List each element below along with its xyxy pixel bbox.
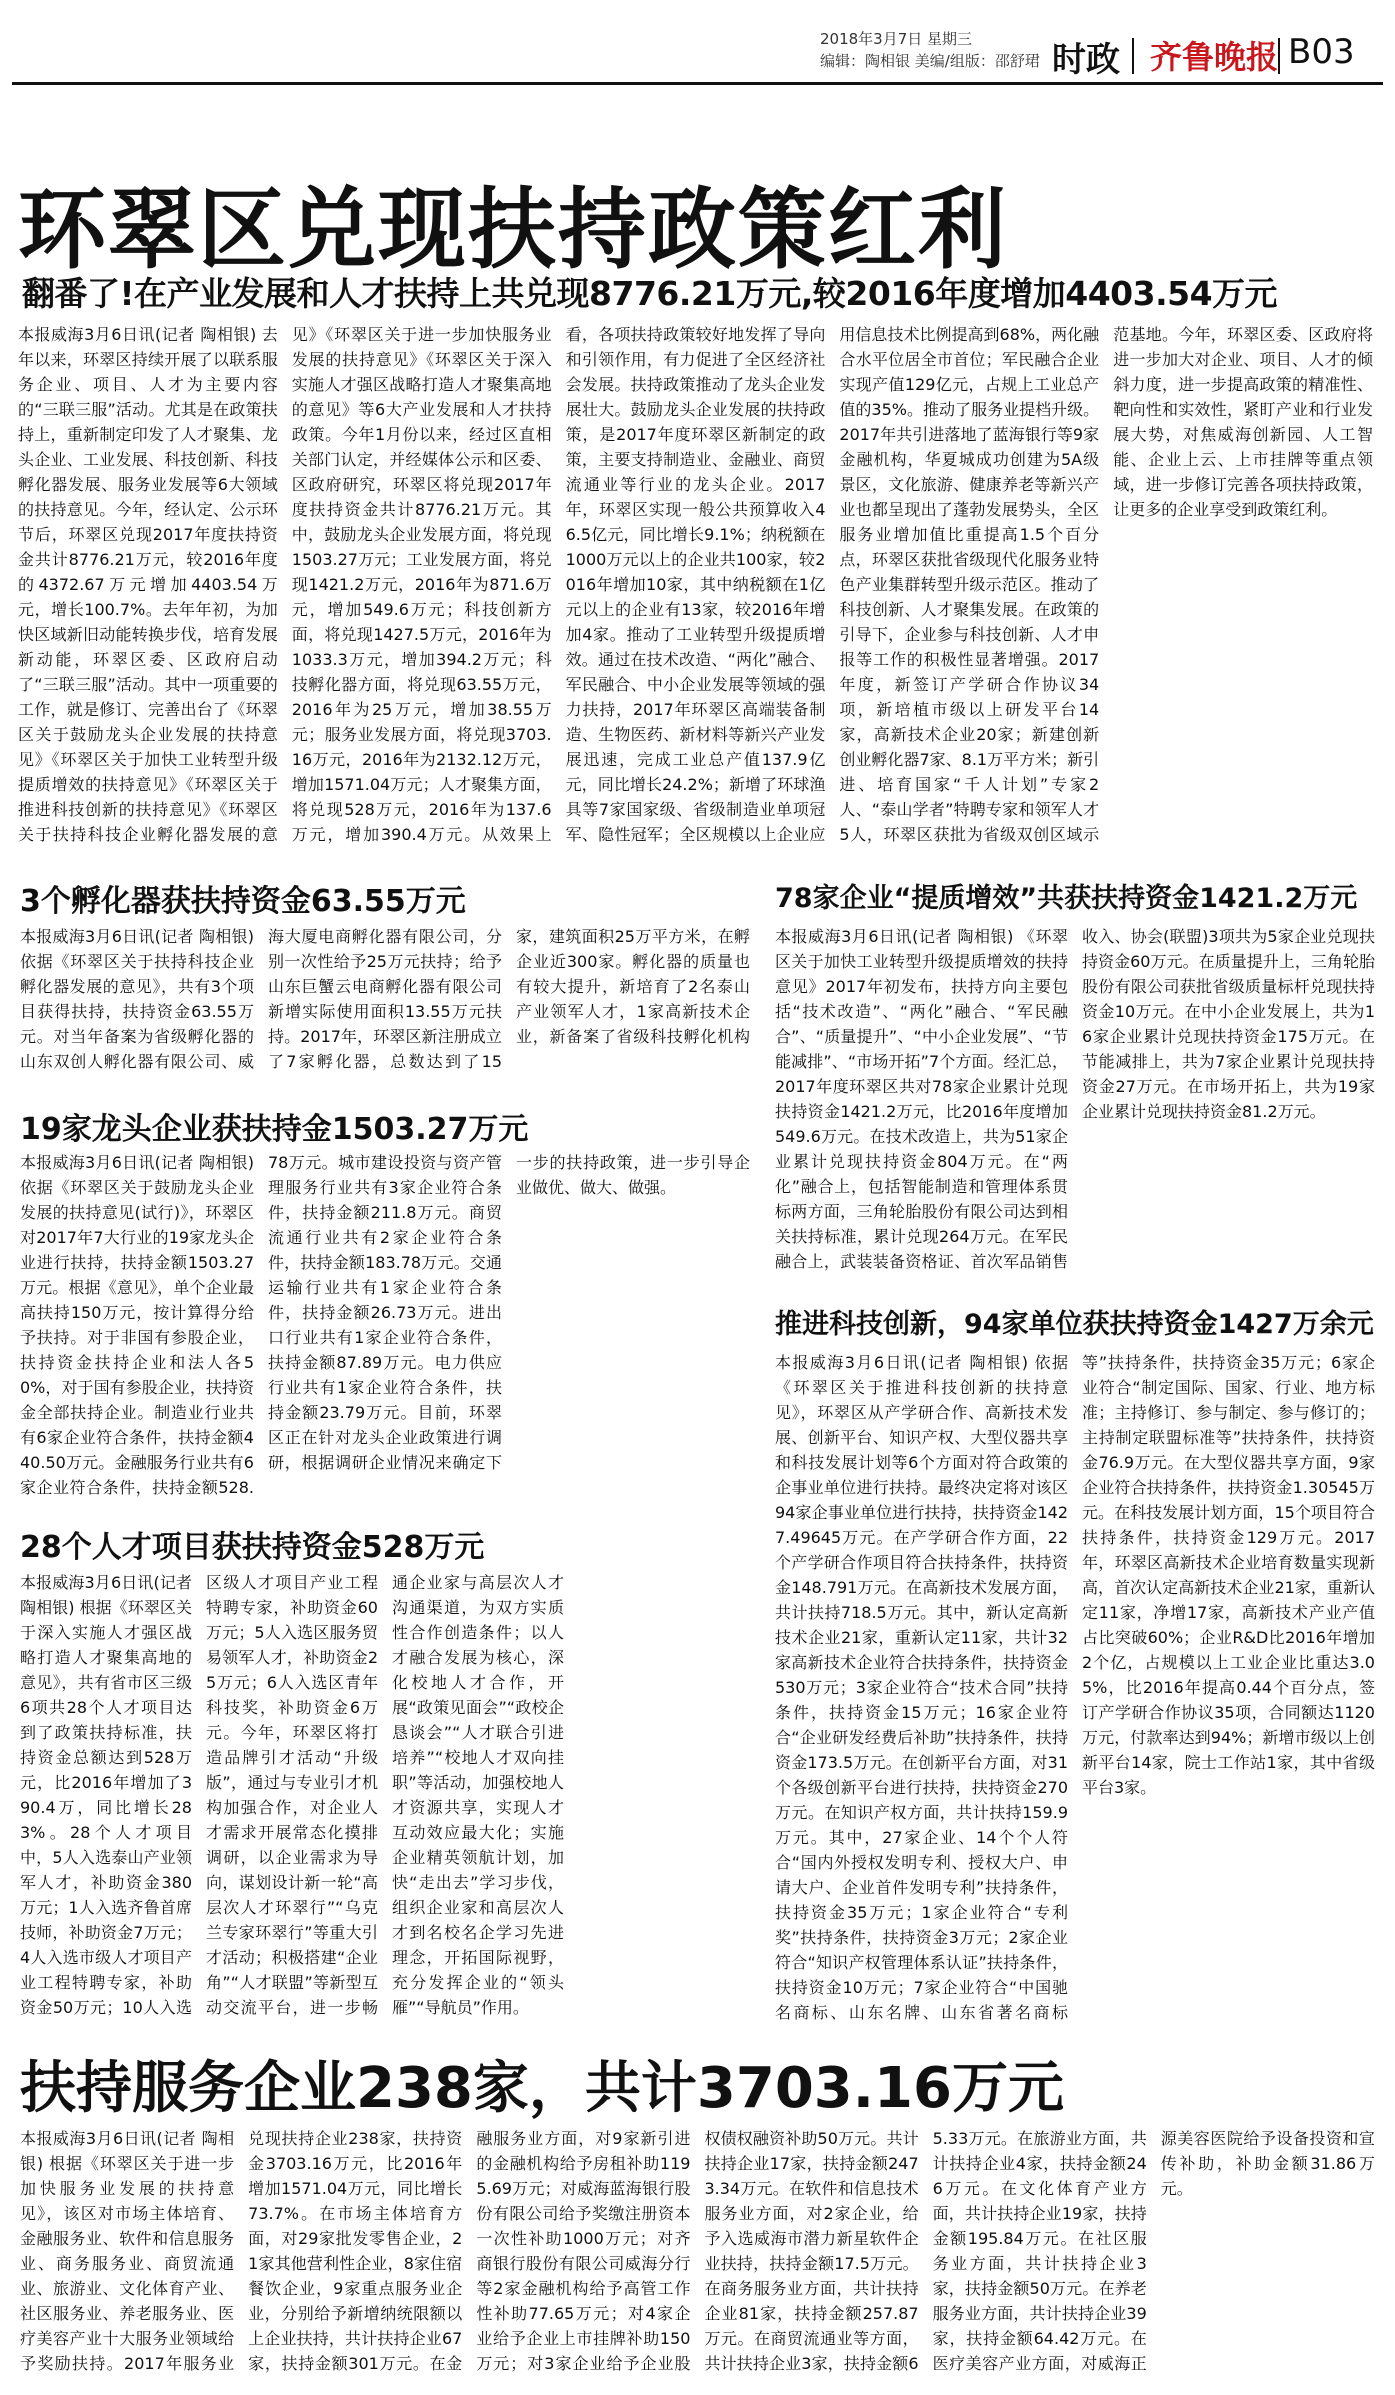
top-rule bbox=[12, 82, 1383, 85]
section-title-tech-innovation: 推进科技创新，94家单位获扶持资金1427万余元 bbox=[775, 1309, 1374, 1340]
header-divider bbox=[1132, 38, 1134, 74]
section-title-incubators: 3个孵化器获扶持资金63.55万元 bbox=[20, 884, 466, 919]
section-title-talent: 28个人才项目获扶持资金528万元 bbox=[20, 1530, 485, 1565]
newspaper-logo: 齐鲁晚报 bbox=[1150, 38, 1279, 76]
bottom-article-title: 扶持服务企业238家，共计3703.16万元 bbox=[20, 2056, 1064, 2121]
publish-date: 2018年3月7日 星期三 bbox=[820, 30, 973, 48]
header-meta bbox=[820, 28, 1040, 72]
section-title-quality: 78家企业“提质增效”共获扶持资金1421.2万元 bbox=[775, 883, 1358, 914]
section-body-tech-innovation: 本报威海3月6日讯(记者 陶相银) 依据《环翠区关于推进科技创新的扶持意见》，环翠区从产学研合作、高新技术发展、创新平台、知识产权、大型仪器共享和科技发展计划等6个方面对符合政策的企事业单位进行扶持。最终决定将对该区94家企事业单位进行扶持，扶持资金1427.49645万元。在产学研合作方面，22个产学研合作项目符合扶持条件，扶持资金148.791万元。在高新技术发展方面，共计扶持718.5万元。其中，新认定高新技术企业21家，重新认定11家，共计32家高新技术企业符合扶持条件，扶持资金530万元；3家企业符合“技术合同”扶持条件，扶持资金15万元；16家企业符合“企业研发经费后补助”扶持条件，扶持资金173.5万元。在创新平台方面，对31个各级创新平台进行扶持，扶持资金270万元。在知识产权方面，共计扶持159.9万元。其中，27家企业、14个个人符合“国内外授权发明专利、授权大户、申请大户、企业首件发明专利”扶持条件，扶持资金35万元；1家企业符合“专利奖”扶持条件，扶持资金3万元；2家企业符合“知识产权管理体系认证”扶持条件，扶持资金10万元；7家企业符合“中国驰名商标、山东名牌、山东省著名商标等”扶持条件，扶持资金35万元；6家企业符合“制定国际、国家、行业、地方标准；主持修订、参与制定、参与修订的；主持制定联盟标准等”扶持条件，扶持资金76.9万元。在大型仪器共享方面，9家企业符合扶持条件，扶持资金1.30545万元。在科技发展计划方面，15个项目符合扶持条件，扶持资金129万元。2017年，环翠区高新技术企业培育数量实现新高，首次认定高新技术企业21家，重新认定11家，净增17家，高新技术产业产值占比突破60%；企业R&D比2016年增加2个亿，占规模以上工业企业比重达3.05%，比2016年提高0.44个百分点，签订产学研合作协议35项，合同额达1120万元，付款率达到94%；新增市级以上创新平台14家，院士工作站1家，其中省级平台3家。 bbox=[775, 1353, 1375, 2022]
lead-article: 本报威海3月6日讯(记者 陶相银) 去年以来，环翠区持续开展了以联系服务企业、项目、人才为主要内容的“三联三服”活动。尤其是在政策扶持上，重新制定印发了人才聚集、龙头企业、工业发展、科技创新、科技孵化器发展、服务业发展等6大领域的扶持意见。今年，经认定、公示环节后，环翠区兑现2017年度扶持资金共计8776.21万元，较2016年度的4372.67万元增加4403.54万元，增长100.7%。去年年初，为加快区域新旧动能转换步伐，培育发展新动能，环翠区委、区政府启动了“三联三服”活动。其中一项重要的工作，就是修订、完善出台了《环翠区关于鼓励龙头企业发展的扶持意见》《环翠区关于加快工业转型升级提质增效的扶持意见》《环翠区关于推进科技创新的扶持意见》《环翠区关于扶持科技企业孵化器发展的意见》《环翠区关于进一步加快服务业发展的扶持意见》《环翠区关于深入实施人才强区战略打造人才聚集高地的意见》等6大产业发展和人才扶持政策。今年1月份以来，经过区直相关部门认定，并经媒体公示和区委、区政府研究，环翠区将兑现2017年度扶持资金共计8776.21万元。其中，鼓励龙头企业发展方面，将兑现1503.27万元；工业发展方面，将兑现1421.2万元，2016年为871.6万元，增加549.6万元；科技创新方面，将兑现1427.5万元，2016年为1033.3万元，增加394.2万元；科技孵化器方面，将兑现63.55万元，2016年为25万元，增加38.55万元；服务业发展方面，将兑现3703.16万元，2016年为2132.12万元，增加1571.04万元；人才聚集方面，将兑现528万元，2016年为137.6万元，增加390.4万元。从效果上看，各项扶持政策较好地发挥了导向和引领作用，有力促进了全区经济社会发展。扶持政策推动了龙头企业发展壮大。鼓励龙头企业发展的扶持政策，是2017年度环翠区新制定的政策，主要支持制造业、金融业、商贸流通业等行业的龙头企业。2017年，环翠区实现一般公共预算收入46.5亿元，同比增长9.1%；纳税额在1000万元以上的企业共100家，较2016年增加10家，其中纳税额在1亿元以上的企业有13家，较2016年增加4家。推动了工业转型升级提质增效。通过在技术改造、“两化”融合、军民融合、中小企业发展等领域的强力扶持，2017年环翠区高端装备制造、生物医药、新材料等新兴产业发展迅速，完成工业总产值137.9亿元，同比增长24.2%；新增了环球渔具等7家国家级、省级制造业单项冠军、隐性冠军；全区规模以上企业应用信息技术比例提高到68%，两化融合水平位居全市首位；军民融合企业实现产值129亿元，占规上工业总产值的35%。推动了服务业提档升级。2017年共引进落地了蓝海银行等9家金融机构，华夏城成功创建为5A级景区，文化旅游、健康养老等新兴产业也都呈现出了蓬勃发展势头，全区服务业增加值比重提高1.5个百分点，环翠区获批省级现代化服务业特色产业集群转型升级示范区。推动了科技创新、人才聚集发展。在政策的引导下，企业参与科技创新、人才申报等工作的积极性显著增强。2017年度，新签订产学研合作协议34项，新培植市级以上研发平台14家，高新技术企业20家；新建创新创业孵化器7家、8.1万平方米；新引进、培育国家“千人计划”专家2人、“泰山学者”特聘专家和领军人才5人，环翠区获批为省级双创区域示范基地。今年，环翠区委、区政府将进一步加大对企业、项目、人才的倾斜力度，进一步提高政策的精准性、靶向性和实效性，紧盯产业和行业发展大势，对焦威海创新园、人工智能、企业上云、上市挂牌等重点领域，进一步修订完善各项扶持政策，让更多的企业享受到政策红利。 bbox=[18, 325, 1373, 844]
section-body-leading-enterprises: 本报威海3月6日讯(记者 陶相银) 依据《环翠区关于鼓励龙头企业发展的扶持意见(试行)》，环翠区对2017年7大行业的19家龙头企业进行扶持，扶持金额1503.27万元。根据《意见》，单个企业最高扶持150万元，按计算得分给予扶持。对于非国有参股企业，扶持资金扶持企业和法人各50%，对于国有参股企业，扶持资金全部扶持企业。制造业行业共有6家企业符合条件，扶持金额440.50万元。金融服务行业共有6家企业符合条件，扶持金额528.78万元。城市建设投资与资产管理服务行业共有3家企业符合条件，扶持金额211.8万元。商贸流通行业共有2家企业符合条件，扶持金额183.78万元。交通运输行业共有1家企业符合条件，扶持金额26.73万元。进出口行业共有1家企业符合条件，扶持金额87.89万元。电力供应行业共有1家企业符合条件，扶持金额23.79万元。目前，环翠区正在针对龙头企业政策进行调研，根据调研企业情况来确定下一步的扶持政策，进一步引导企业做优、做大、做强。 bbox=[20, 1153, 750, 1497]
subheadline: 翻番了!在产业发展和人才扶持上共兑现8776.21万元,较2016年度增加4403.54万元 bbox=[22, 274, 1278, 313]
section-body-quality: 本报威海3月6日讯(记者 陶相银) 《环翠区关于加快工业转型升级提质增效的扶持意见》2017年初发布，扶持方向主要包括“技术改造”、“两化”融合、“军民融合”、“质量提升”、“中小企业发展”、“节能减排”、“市场开拓”7个方面。经汇总，2017年度环翠区共对78家企业累计兑现扶持资金1421.2万元，比2016年度增加549.6万元。在技术改造上，共为51家企业累计兑现扶持资金804万元。在“两化”融合上，包括智能制造和管理体系贯标两方面，三角轮胎股份有限公司达到相关扶持标准，累计兑现264万元。在军民融合上，武装装备资格证、首次军品销售收入、协会(联盟)3项共为5家企业兑现扶持资金60万元。在质量提升上，三角轮胎股份有限公司获批省级质量标杆兑现扶持资金10万元。在中小企业发展上，共为16家企业累计兑现扶持资金175万元。在节能减排上，共为7家企业累计兑现扶持资金27万元。在市场开拓上，共为19家企业累计兑现扶持资金81.2万元。 bbox=[775, 927, 1375, 1271]
section-body-talent: 本报威海3月6日讯(记者 陶相银) 根据《环翠区关于深入实施人才强区战略打造人才聚集高地的意见》，共有省市区三级6项共28个人才项目达到了政策扶持标准，扶持资金总额达到528万元，比2016年增加了390.4万，同比增长283%。28个人才项目中，5人入选泰山产业领军人才，补助资金380万元；1人入选齐鲁首席技师，补助资金7万元；4人入选市级人才项目产业工程特聘专家，补助资金50万元；10人入选区级人才项目产业工程特聘专家，补助资金60万元；5人入选区服务贸易领军人才，补助资金25万元；6人入选区青年科技奖，补助资金6万元。今年，环翠区将打造品牌引才活动“升级版”，通过与专业引才机构加强合作，对企业人才需求开展常态化摸排调研，以企业需求为导向，谋划设计新一轮“高层次人才环翠行”“乌克兰专家环翠行”等重大引才活动；积极搭建“企业角”“人才联盟”等新型互动交流平台，进一步畅通企业家与高层次人才沟通渠道，为双方实质性合作创造条件；以人才融合发展为核心，深化校地人才合作，开展“政策见面会”“政校企恳谈会”“人才联合引进培养”“校地人才双向挂职”等活动，加强校地人才资源共享，实现人才互动效应最大化；实施企业精英领航计划，加快“走出去”学习步伐，组织企业家和高层次人才到名校名企学习先进理念，开拓国际视野，充分发挥企业的“领头雁”“导航员”作用。 bbox=[20, 1573, 564, 2017]
headline: 环翠区兑现扶持政策红利 bbox=[18, 178, 1009, 281]
editors-line: 编辑：陶相银 美编/组版：邵舒珺 bbox=[820, 52, 1040, 70]
section-title-leading-enterprises: 19家龙头企业获扶持金1503.27万元 bbox=[20, 1112, 529, 1147]
section-body-incubators: 本报威海3月6日讯(记者 陶相银) 依据《环翠区关于扶持科技企业孵化器发展的意见》，共有3个项目获得扶持，扶持资金63.55万元。对当年备案为省级孵化器的山东双创人孵化器有限公司、威海大厦电商孵化器有限公司，分别一次性给予25万元扶持；给予山东巨蟹云电商孵化器有限公司新增实际使用面积13.55万元扶持。2017年，环翠区新注册成立了7家孵化器，总数达到了15家，建筑面积25万平方米，在孵企业近300家。孵化器的质量也有较大提升，新培育了2名泰山产业领军人才，1家高新技术企业，新备案了省级科技孵化机构 bbox=[20, 927, 750, 1071]
page-header bbox=[820, 28, 1375, 84]
header-divider bbox=[1278, 38, 1280, 74]
page-number: B03 bbox=[1288, 32, 1355, 72]
bottom-article-body: 本报威海3月6日讯(记者 陶相银) 根据《环翠区关于进一步加快服务业发展的扶持意见》，该区对市场主体培育、金融服务业、软件和信息服务业、商务服务业、商贸流通业、旅游业、文化体育产业、社区服务业、养老服务业、医疗美容产业十大服务业领域给予奖励扶持。2017年服务业兑现扶持企业238家，扶持资金3703.16万元，比2016年增加1571.04万元，同比增长73.7%。在市场主体培育方面，对29家批发零售企业，21家其他营利性企业，8家住宿餐饮企业，9家重点服务业企业，分别给予新增纳统限额以上企业扶持，共计扶持企业67家，扶持金额301万元。在金融服务业方面，对9家新引进的金融机构给予房租补助1195.69万元；对威海蓝海银行股份有限公司给予奖缴注册资本一次性补助1000万元；对齐商银行股份有限公司威海分行等2家金融机构给予高管工作性补助77.65万元；对4家企业给予企业上市挂牌补助150万元；对3家企业给予企业股权债权融资补助50万元。共计扶持企业17家，扶持金额2473.34万元。在软件和信息技术服务业方面，对2家企业，给予入选威海市潜力新星软件企业扶持，扶持金额17.5万元。在商务服务业方面，共计扶持企业81家，扶持金额257.87万元。在商贸流通业等方面，共计扶持企业3家，扶持金额65.33万元。在旅游业方面，共计扶持企业4家，扶持金额246万元。在文化体育产业方面，共计扶持企业19家，扶持金额195.84万元。在社区服务业方面，共计扶持企业3家，扶持金额50万元。在养老服务业方面，共计扶持企业39家，扶持金额64.42万元。在医疗美容产业方面，对威海正源美容医院给予设备投资和宣传补助，补助金额31.86万元。 bbox=[20, 2129, 1375, 2373]
section-name: 时政 bbox=[1052, 40, 1120, 80]
